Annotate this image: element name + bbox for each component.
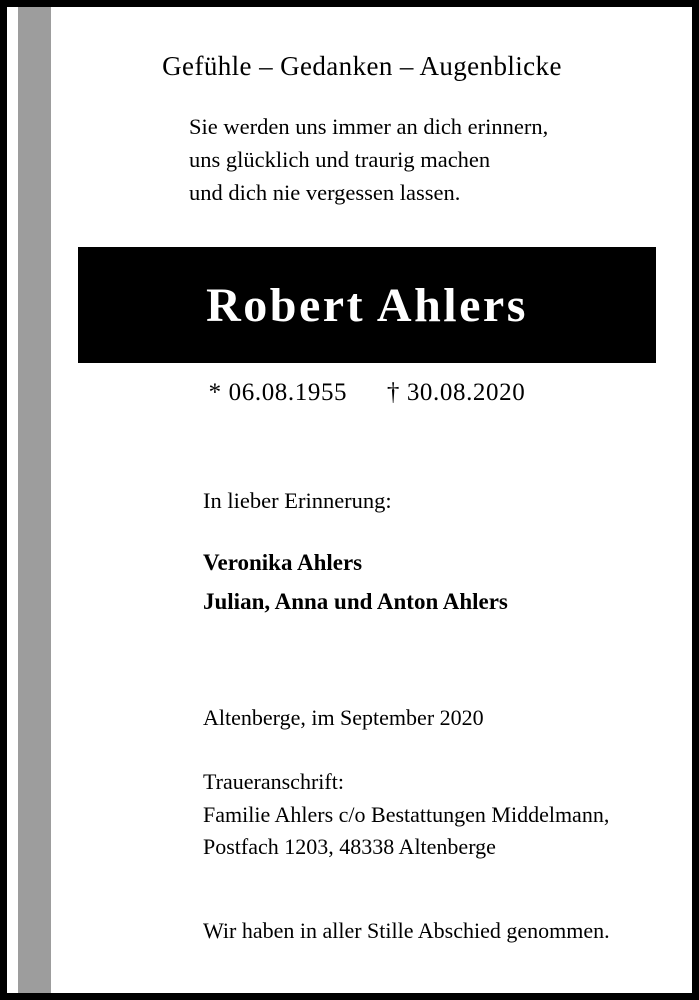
address-line-2: Postfach 1203, 48338 Altenberge xyxy=(203,834,496,859)
name-banner xyxy=(78,247,656,363)
verse-line-2: uns glücklich und traurig machen xyxy=(189,147,491,172)
place-and-date: Altenberge, im September 2020 xyxy=(203,705,484,730)
closing-note: Wir haben in aller Stille Abschied genommen. xyxy=(203,918,610,943)
life-dates xyxy=(78,379,656,407)
death-symbol: † xyxy=(386,379,400,406)
survivor-line-1: Veronika Ahlers xyxy=(203,550,363,575)
birth-symbol: * xyxy=(208,379,222,406)
death-date: 30.08.2020 xyxy=(406,379,526,406)
motto-line: Gefühle – Gedanken – Augenblicke xyxy=(162,51,562,81)
verse-line-1: Sie werden uns immer an dich erinnern, xyxy=(189,114,549,139)
verse-line-3: und dich nie vergessen lassen. xyxy=(189,180,461,205)
memorial-verse xyxy=(189,110,659,209)
survivors-list xyxy=(203,543,673,621)
mourning-band xyxy=(18,7,51,993)
birth-date: 06.08.1955 xyxy=(228,379,348,406)
deceased-name: Robert Ahlers xyxy=(206,278,528,332)
mourning-address-label: Traueranschrift: xyxy=(203,769,344,794)
obituary-content xyxy=(67,7,692,993)
address-line-1: Familie Ahlers c/o Bestattungen Middelmann, xyxy=(203,802,610,827)
survivor-line-2: Julian, Anna und Anton Ahlers xyxy=(203,589,508,614)
remembrance-label: In lieber Erinnerung: xyxy=(203,488,392,513)
obituary-card xyxy=(7,7,692,993)
mourning-address xyxy=(203,799,683,863)
